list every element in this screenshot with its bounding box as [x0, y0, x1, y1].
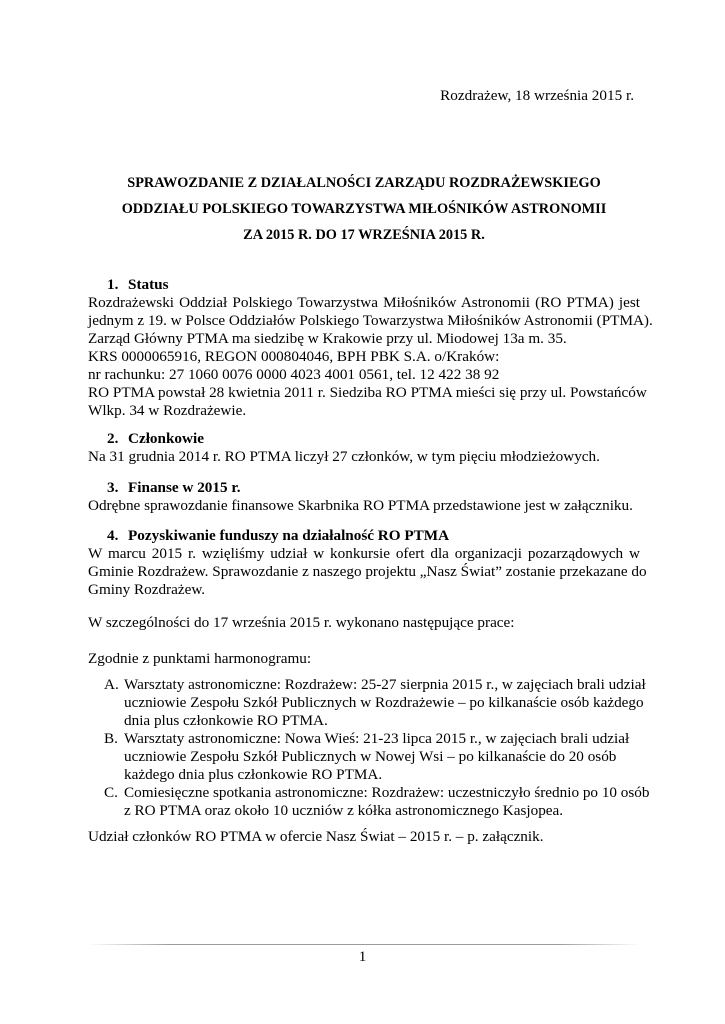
- section-heading: [88, 276, 640, 294]
- paragraph-line: KRS 0000065916, REGON 000804046, BPH PBK S.A. o/Kraków:: [88, 348, 500, 365]
- closing-note: Udział członków RO PTMA w ofercie Nasz Świat – 2015 r. – p. załącznik.: [88, 828, 544, 845]
- list-item-line: uczniowie Zespołu Szkół Publicznych w Nowej Wsi – po kilkanaście do 20 osób: [124, 748, 617, 765]
- list-marker: A.: [104, 676, 119, 693]
- paragraph-line: Na 31 grudnia 2014 r. RO PTMA liczył 27 członków, w tym pięciu młodzieżowych.: [88, 448, 600, 465]
- paragraph-line: Rozdrażewski Oddział Polskiego Towarzystwa Miłośników Astronomii (RO PTMA) jest: [88, 294, 640, 311]
- list-marker: C.: [104, 784, 118, 801]
- section-title: Status: [128, 276, 169, 293]
- section-finance: [88, 479, 640, 515]
- section-number: 3.: [107, 479, 119, 496]
- section-heading: [88, 527, 640, 545]
- list-item-line: z RO PTMA oraz około 10 uczniów z kółka astronomicznego Kasjopea.: [124, 802, 564, 819]
- section-heading: [88, 479, 640, 497]
- section-heading: [88, 430, 640, 448]
- title-line: ZA 2015 R. DO 17 WRZEŚNIA 2015 R.: [243, 227, 485, 243]
- paragraph-line: nr rachunku: 27 1060 0076 0000 4023 4001 0561, tel. 12 422 38 92: [88, 366, 500, 383]
- works-intro: W szczególności do 17 września 2015 r. wykonano następujące prace:: [88, 614, 515, 631]
- list-item-line: Warsztaty astronomiczne: Nowa Wieś: 21-23 lipca 2015 r., w zajęciach brali udział: [124, 730, 630, 747]
- paragraph-line: Odrębne sprawozdanie finansowe Skarbnika RO PTMA przedstawione jest w załączniku.: [88, 497, 633, 514]
- section-members: [88, 430, 640, 466]
- list-item-line: Warsztaty astronomiczne: Rozdrażew: 25-27 sierpnia 2015 r., w zajęciach brali udział: [124, 676, 646, 693]
- section-number: 2.: [107, 430, 119, 447]
- list-item-line: Comiesięczne spotkania astronomiczne: Rozdrażew: uczestniczyło średnio po 10 osób: [124, 784, 650, 801]
- list-item: [104, 730, 640, 784]
- document-date: Rozdrażew, 18 września 2015 r.: [440, 87, 634, 104]
- footer-divider: [88, 944, 640, 945]
- list-item-line: każdego dnia plus członkowie RO PTMA.: [124, 766, 383, 783]
- section-number: 4.: [107, 527, 119, 544]
- section-status: [88, 276, 653, 420]
- list-item: [104, 784, 650, 820]
- paragraph-line: RO PTMA powstał 28 kwietnia 2011 r. Siedziba RO PTMA mieści się przy ul. Powstańców: [88, 384, 647, 401]
- document-title: [88, 170, 640, 248]
- paragraph-line: W marcu 2015 r. wzięliśmy udział w konkursie ofert dla organizacji pozarządowych w: [88, 545, 640, 562]
- section-number: 1.: [107, 276, 119, 293]
- paragraph-line: Gminie Rozdrażew. Sprawozdanie z naszego projektu „Nasz Świat” zostanie przekazane do: [88, 563, 647, 580]
- paragraph-line: jednym z 19. w Polsce Oddziałów Polskiego Towarzystwa Miłośników Astronomii (PTMA).: [88, 312, 653, 329]
- section-title: Członkowie: [128, 430, 204, 447]
- list-item: [104, 676, 646, 730]
- paragraph-line: Zarząd Główny PTMA ma siedzibę w Krakowie przy ul. Miodowej 13a m. 35.: [88, 330, 567, 347]
- list-marker: B.: [104, 730, 118, 747]
- schedule-intro: Zgodnie z punktami harmonogramu:: [88, 650, 312, 667]
- title-line: SPRAWOZDANIE Z DZIAŁALNOŚCI ZARZĄDU ROZDRAŻEWSKIEGO: [127, 175, 601, 191]
- page-number: 1: [358, 948, 367, 965]
- schedule-list: [104, 676, 650, 820]
- list-item-line: dnia plus członkowie RO PTMA.: [124, 712, 328, 729]
- section-funding: [88, 527, 647, 599]
- list-item-line: uczniowie Zespołu Szkół Publicznych w Rozdrażewie – po kilkanaście osób każdego: [124, 694, 644, 711]
- section-title: Pozyskiwanie funduszy na działalność RO PTMA: [128, 527, 450, 544]
- title-line: ODDZIAŁU POLSKIEGO TOWARZYSTWA MIŁOŚNIKÓW ASTRONOMII: [121, 201, 607, 217]
- paragraph-line: Gminy Rozdrażew.: [88, 581, 206, 598]
- paragraph-line: Wlkp. 34 w Rozdrażewie.: [88, 402, 247, 419]
- section-title: Finanse w 2015 r.: [128, 479, 241, 496]
